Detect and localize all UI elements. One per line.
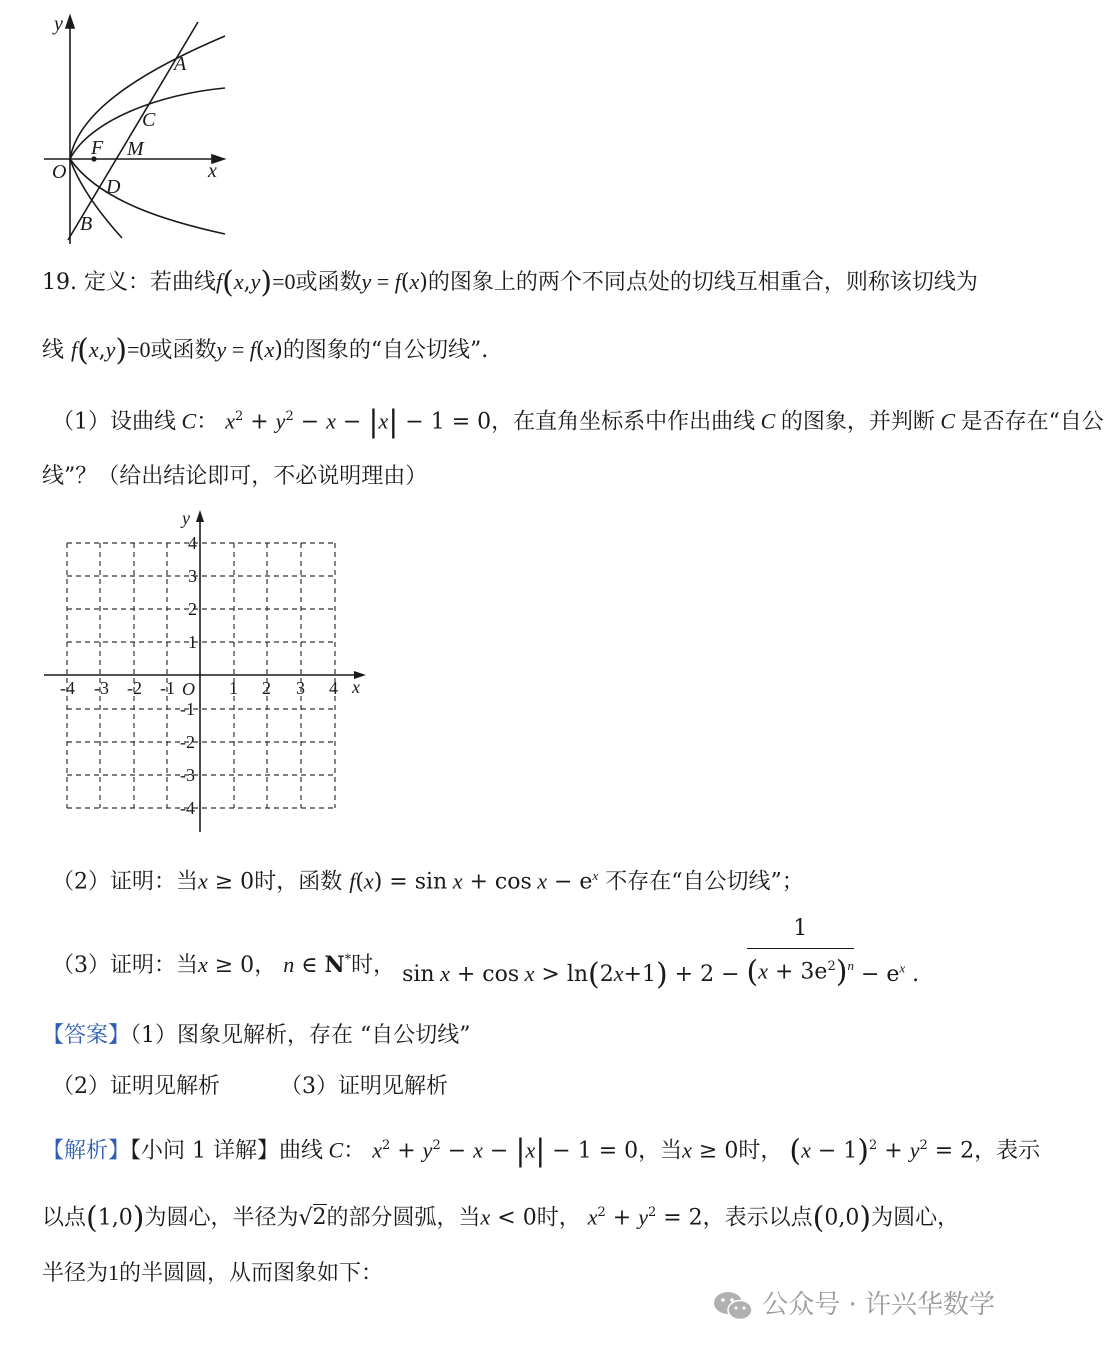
grid-y-label: y: [182, 508, 190, 528]
part2-cond: 时，函数: [254, 869, 343, 895]
part1-line2: 线”？（给出结论即可，不必说明理由）: [42, 464, 428, 489]
part1-mid: ，在直角坐标系中作出曲线: [491, 409, 756, 435]
wechat-icon: [712, 1289, 754, 1323]
part3-line: （3）证明：当x ≥ 0， n ∈ N*时， sin x + cos x > ln(2x+1) + 2 − $\frac{1}{(x + 3e^2)^n}$ − $e^x$ .: [52, 916, 920, 992]
q19-definition-line2: 线 f(x,y)=0或函数y = f(x)的图象的“自公切线”.: [42, 333, 489, 368]
y-tick--2: -2: [180, 732, 195, 752]
analysis-sub: 【小问 1 详解】曲线: [130, 1138, 323, 1164]
x-tick--3: -3: [94, 678, 109, 698]
fig1-label-d: D: [106, 176, 121, 198]
analysis-tag: 【解析】: [42, 1138, 131, 1164]
x-tick-1: 1: [229, 678, 238, 698]
fig1-label-c: C: [142, 109, 156, 131]
q19-line2-end: 的图象的“自公切线”.: [282, 338, 489, 363]
answer-part1: （1）图象见解析，存在 “自公切线”: [130, 1023, 471, 1048]
fig1-label-a: A: [174, 53, 187, 75]
watermark: [712, 1284, 995, 1323]
coordinate-grid: [40, 506, 380, 836]
answer-line2: [52, 1072, 448, 1102]
analysis-t2: 时，: [738, 1138, 783, 1164]
fig1-label-m: M: [127, 138, 144, 160]
answer-tag: 【答案】: [42, 1023, 131, 1048]
analysis-l2d: 时，: [536, 1205, 581, 1231]
curve-lower-inner: [70, 159, 122, 238]
analysis-l2e: ，表示以点: [702, 1205, 813, 1231]
x-tick-3: 3: [296, 678, 305, 698]
q19-or-func-2: 或函数: [150, 338, 217, 363]
q19-or-func: 或函数: [295, 270, 362, 295]
y-tick-4: 4: [188, 533, 197, 553]
grid-x-label: x: [352, 677, 360, 697]
y-tick-2: 2: [188, 599, 197, 619]
analysis-t3: ，表示: [974, 1138, 1041, 1164]
part1-label: （1）设曲线: [52, 409, 176, 435]
analysis-line1: 【解析】【小问 1 详解】曲线 C： $x^2 + y^2 - x - |x| - 1 = 0$，当x ≥ 0时， $(x - 1)^2 + y^2 = 2$，表示: [42, 1133, 1041, 1169]
part2-line: （2）证明：当x ≥ 0时，函数 $f(x) = \sin x + \cos x - e^x$ 不存在“自公切线”；: [52, 868, 804, 895]
y-tick--1: -1: [180, 699, 195, 719]
parabola-figure: [40, 12, 240, 248]
y-tick--4: -4: [180, 798, 195, 818]
part1-label2: ：: [196, 409, 219, 435]
answer-part2: （2）证明见解析: [52, 1074, 220, 1099]
x-tick--2: -2: [127, 678, 142, 698]
analysis-sub2: ：: [343, 1138, 366, 1164]
part2-end: 不存在“自公切线”；: [605, 869, 804, 895]
analysis-l2c: 的部分圆弧，当: [326, 1205, 481, 1231]
analysis-l2a: 以点: [42, 1205, 87, 1231]
q19-number: 19.: [42, 270, 77, 295]
analysis-line2: 以点(1,0)为圆心，半径为√2的部分圆弧，当x < 0时， $x^2 + y^2 = 2$，表示以点(0,0)为圆心，: [42, 1200, 960, 1236]
q19-line2-start: 线: [42, 338, 65, 363]
y-tick-1: 1: [188, 632, 197, 652]
part3-cond: 时，: [351, 953, 396, 979]
q19-def-label: 定义：若曲线: [84, 270, 217, 295]
part3-label: （3）证明：当: [52, 953, 198, 979]
part1-end: 是否存在“自公: [960, 409, 1104, 435]
part2-label: （2）证明：当: [52, 869, 198, 895]
analysis-line3: 半径为1的半圆圆，从而图象如下：: [42, 1260, 384, 1286]
y-axis-arrow: [66, 16, 74, 28]
answer-line1: [42, 1021, 471, 1051]
analysis-l3b: 的半圆圆，从而图象如下：: [119, 1261, 384, 1286]
analysis-l3a: 半径为: [42, 1261, 109, 1286]
fig1-label-b: B: [80, 213, 93, 235]
part1-line1: （1）设曲线 C： $x^2 + y^2 - x - |x| - 1 = 0$，在直角坐标系中作出曲线 C 的图象，并判断 C 是否存在“自公: [52, 404, 1104, 440]
part3-sep: ，: [254, 953, 277, 979]
q19-definition-line1: 19. 定义：若曲线f(x,y)=0或函数y = f(x)的图象上的两个不同点处的切线互相重合，则称该切线为: [42, 265, 978, 300]
analysis-l2f: 为圆心，: [871, 1205, 960, 1231]
fig1-label-x: x: [208, 160, 217, 182]
fig1-label-y: y: [54, 13, 63, 35]
x-tick--4: -4: [60, 678, 75, 698]
part1-mid2: 的图象，并判断: [780, 409, 935, 435]
y-tick-3: 3: [188, 566, 197, 586]
analysis-l2b: 为圆心，半径为: [144, 1205, 299, 1231]
fig1-label-origin: O: [52, 161, 67, 183]
answer-part3: （3）证明见解析: [280, 1074, 448, 1099]
analysis-t1: ，当: [638, 1138, 683, 1164]
x-tick--1: -1: [160, 678, 175, 698]
watermark-text: 公众号 · 许兴华数学: [762, 1290, 996, 1320]
x-tick-4: 4: [329, 678, 338, 698]
grid-origin-label: O: [182, 679, 195, 699]
grid-y-arrow: [196, 510, 204, 522]
fig1-label-f: F: [91, 137, 104, 159]
y-tick--3: -3: [180, 765, 195, 785]
x-tick-2: 2: [262, 678, 271, 698]
q19-def-text1: 的图象上的两个不同点处的切线互相重合，则称该切线为: [427, 270, 978, 295]
